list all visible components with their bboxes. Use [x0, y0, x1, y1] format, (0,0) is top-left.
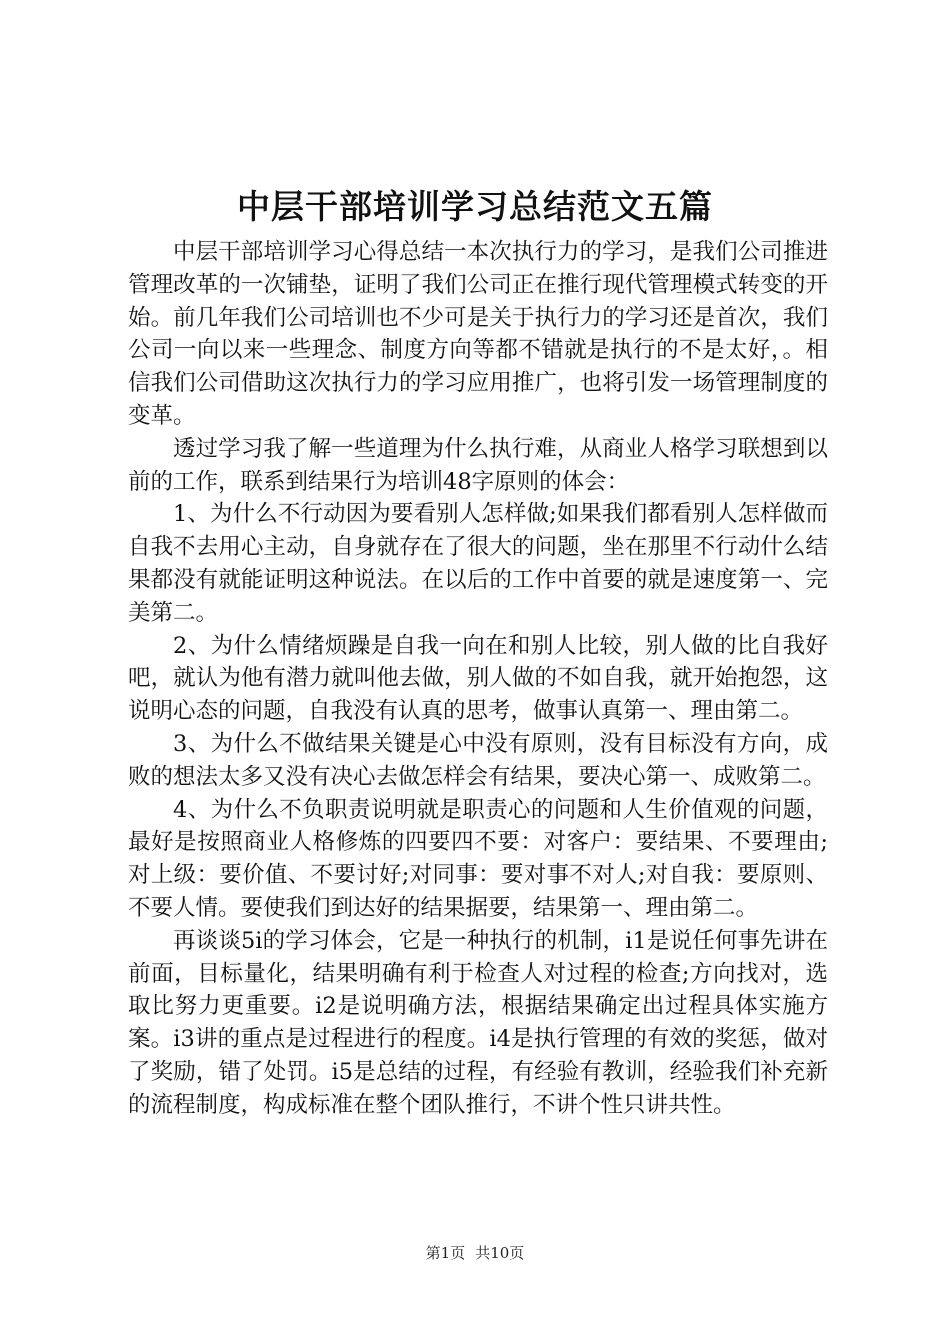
paragraph-point-3: 3、为什么不做结果关键是心中没有原则，没有目标没有方向，成败的想法太多又没有决心去做怎样会有结果，要决心第一、成败第二。	[128, 730, 828, 790]
document-title: 中层干部培训学习总结范文五篇	[237, 187, 713, 226]
paragraph-point-2: 2、为什么情绪烦躁是自我一向在和别人比较，别人做的比自我好吧，就认为他有潜力就叫他去做，别人做的不如自我，就开始抱怨，这说明心态的问题，自我没有认真的思考，做事认真第一、理由第二。	[128, 632, 828, 725]
paragraph-5i: 再谈谈5i的学习体会，它是一种执行的机制，i1是说任何事先讲在前面，目标量化，结果明确有利于检查人对过程的检查;方向找对，选取比努力更重要。i2是说明确方法，根据结果确定出过程具体实施方案。i3讲的重点是过程进行的程度。i4是执行管理的有效的奖惩，做对了奖励，错了处罚。i5是总结的过程，有经验有教训，经验我们补充新的流程制度，构成标准在整个团队推行，不讲个性只讲共性。	[128, 927, 828, 1118]
paragraph-intro: 中层干部培训学习心得总结一本次执行力的学习，是我们公司推进管理改革的一次铺垫，证明了我们公司正在推行现代管理模式转变的开始。前几年我们公司培训也不少可是关于执行力的学习还是首次，我们公司一向以来一些理念、制度方向等都不错就是执行的不是太好，。相信我们公司借助这次执行力的学习应用推广，也将引发一场管理制度的变革。	[128, 239, 828, 429]
paragraph-point-1: 1、为什么不行动因为要看别人怎样做;如果我们都看别人怎样做而自我不去用心主动，自身就存在了很大的问题，坐在那里不行动什么结果都没有就能证明这种说法。在以后的工作中首要的就是速度第一、完美第二。	[128, 501, 828, 626]
page-footer	[0, 1242, 950, 1264]
page-number-total: 共10页	[475, 1244, 525, 1262]
page-number-current: 第1页	[425, 1244, 466, 1262]
paragraph-point-4: 4、为什么不负职责说明就是职责心的问题和人生价值观的问题，最好是按照商业人格修炼的四要四不要：对客户：要结果、不要理由;对上级：要价值、不要讨好;对同事：要对事不对人;对自我：要原则、不要人情。要使我们到达好的结果据要，结果第一、理由第二。	[128, 796, 828, 921]
paragraph-lessons-intro: 透过学习我了解一些道理为什么执行难，从商业人格学习联想到以前的工作，联系到结果行为培训48字原则的体会：	[128, 435, 828, 495]
document-body	[128, 236, 828, 1122]
